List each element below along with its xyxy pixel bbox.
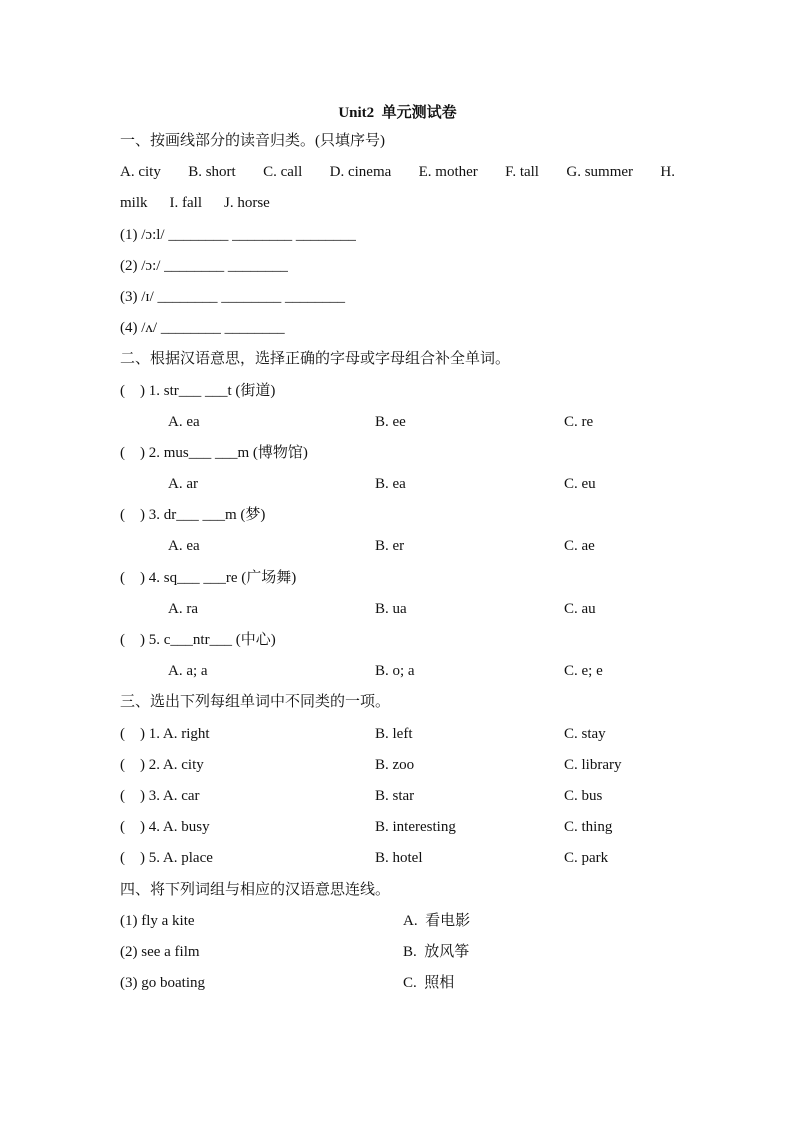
answer-option: A. a; a bbox=[168, 663, 208, 680]
chinese-meaning: B. 放风筝 bbox=[403, 943, 470, 960]
answer-option: B. ee bbox=[375, 413, 406, 430]
chinese-meaning: C. 照相 bbox=[403, 975, 455, 992]
question-stem: ( ) 3. dr___ ___m (梦) bbox=[120, 507, 266, 524]
page-title: Unit2 单元测试卷 bbox=[338, 105, 457, 121]
answer-option: C. bus bbox=[564, 787, 603, 804]
answer-option: C. ae bbox=[564, 538, 595, 555]
question-stem: ( ) 1. str___ ___t (街道) bbox=[120, 382, 276, 399]
question-stem: ( ) 3. A. car bbox=[120, 787, 200, 804]
answer-option: B. ua bbox=[375, 600, 407, 617]
question-stem: ( ) 4. A. busy bbox=[120, 819, 210, 836]
answer-option: A. ar bbox=[168, 476, 198, 493]
option-row bbox=[120, 534, 675, 565]
answer-option: B. er bbox=[375, 538, 405, 555]
question-row bbox=[120, 753, 675, 784]
question-row bbox=[120, 815, 675, 846]
chinese-meaning: A. 看电影 bbox=[403, 912, 471, 929]
english-phrase: (1) fly a kite bbox=[120, 912, 195, 929]
word-option: E. mother bbox=[418, 164, 478, 181]
section3-heading: 三、选出下列每组单词中不同类的一项。 bbox=[120, 694, 391, 711]
word-option: A. city bbox=[120, 164, 161, 181]
answer-option: B. left bbox=[375, 725, 413, 742]
english-phrase: (3) go boating bbox=[120, 975, 205, 992]
option-row bbox=[120, 597, 675, 628]
answer-option: A. ea bbox=[168, 538, 200, 555]
answer-option: C. park bbox=[564, 850, 609, 867]
option-row bbox=[120, 472, 675, 503]
answer-option: A. ea bbox=[168, 413, 200, 430]
phonetic-blank-row: (3) /ɪ/ ________ ________ ________ bbox=[120, 288, 345, 305]
question-row bbox=[120, 846, 675, 877]
answer-option: C. stay bbox=[564, 725, 606, 742]
answer-option: B. zoo bbox=[375, 756, 415, 773]
word-options-line1 bbox=[120, 160, 675, 191]
word-option: F. tall bbox=[505, 164, 539, 181]
answer-option: C. thing bbox=[564, 819, 613, 836]
worksheet bbox=[120, 101, 675, 1002]
phonetic-blank-row: (2) /ɔ:/ ________ ________ bbox=[120, 257, 288, 274]
question-stem: ( ) 5. A. place bbox=[120, 850, 213, 867]
answer-option: C. eu bbox=[564, 476, 596, 493]
word-option: J. horse bbox=[224, 195, 270, 212]
answer-option: B. ea bbox=[375, 476, 406, 493]
match-row bbox=[120, 971, 675, 1002]
section2-heading: 二、根据汉语意思，选择正确的字母或字母组合补全单词。 bbox=[120, 351, 511, 368]
phonetic-blank-row: (1) /ɔ:l/ ________ ________ ________ bbox=[120, 226, 356, 243]
question-stem: ( ) 2. mus___ ___m (博物馆) bbox=[120, 444, 308, 461]
answer-option: C. re bbox=[564, 413, 594, 430]
answer-option: C. e; e bbox=[564, 663, 603, 680]
matching-pairs bbox=[120, 909, 675, 1003]
answer-option: B. star bbox=[375, 787, 415, 804]
word-option: H. bbox=[660, 164, 675, 181]
word-options-line2 bbox=[120, 191, 675, 222]
word-option: B. short bbox=[188, 164, 236, 181]
odd-one-out-questions bbox=[120, 722, 675, 878]
phonetic-blanks bbox=[120, 223, 675, 348]
question-stem: ( ) 2. A. city bbox=[120, 756, 204, 773]
spelling-questions bbox=[120, 379, 675, 691]
question-stem: ( ) 1. A. right bbox=[120, 725, 210, 742]
answer-option: C. library bbox=[564, 756, 622, 773]
section1-heading: 一、按画线部分的读音归类。(只填序号) bbox=[120, 133, 385, 149]
section4-heading: 四、将下列词组与相应的汉语意思连线。 bbox=[120, 881, 391, 898]
english-phrase: (2) see a film bbox=[120, 943, 200, 960]
question-stem: ( ) 4. sq___ ___re (广场舞) bbox=[120, 569, 297, 586]
match-row bbox=[120, 940, 675, 971]
word-option: G. summer bbox=[566, 164, 634, 181]
word-option: C. call bbox=[263, 164, 303, 181]
option-row bbox=[120, 410, 675, 441]
answer-option: B. interesting bbox=[375, 819, 456, 836]
phonetic-blank-row: (4) /ʌ/ ________ ________ bbox=[120, 320, 285, 337]
match-row bbox=[120, 909, 675, 940]
question-stem: ( ) 5. c___ntr___ (中心) bbox=[120, 632, 276, 648]
word-option: milk bbox=[120, 195, 148, 212]
answer-option: A. ra bbox=[168, 600, 198, 617]
answer-option: B. hotel bbox=[375, 850, 423, 867]
question-row bbox=[120, 722, 675, 753]
word-option: D. cinema bbox=[329, 164, 392, 181]
word-option: I. fall bbox=[169, 195, 202, 212]
option-row bbox=[120, 659, 675, 690]
answer-option: B. o; a bbox=[375, 663, 415, 680]
question-row bbox=[120, 784, 675, 815]
answer-option: C. au bbox=[564, 600, 596, 617]
